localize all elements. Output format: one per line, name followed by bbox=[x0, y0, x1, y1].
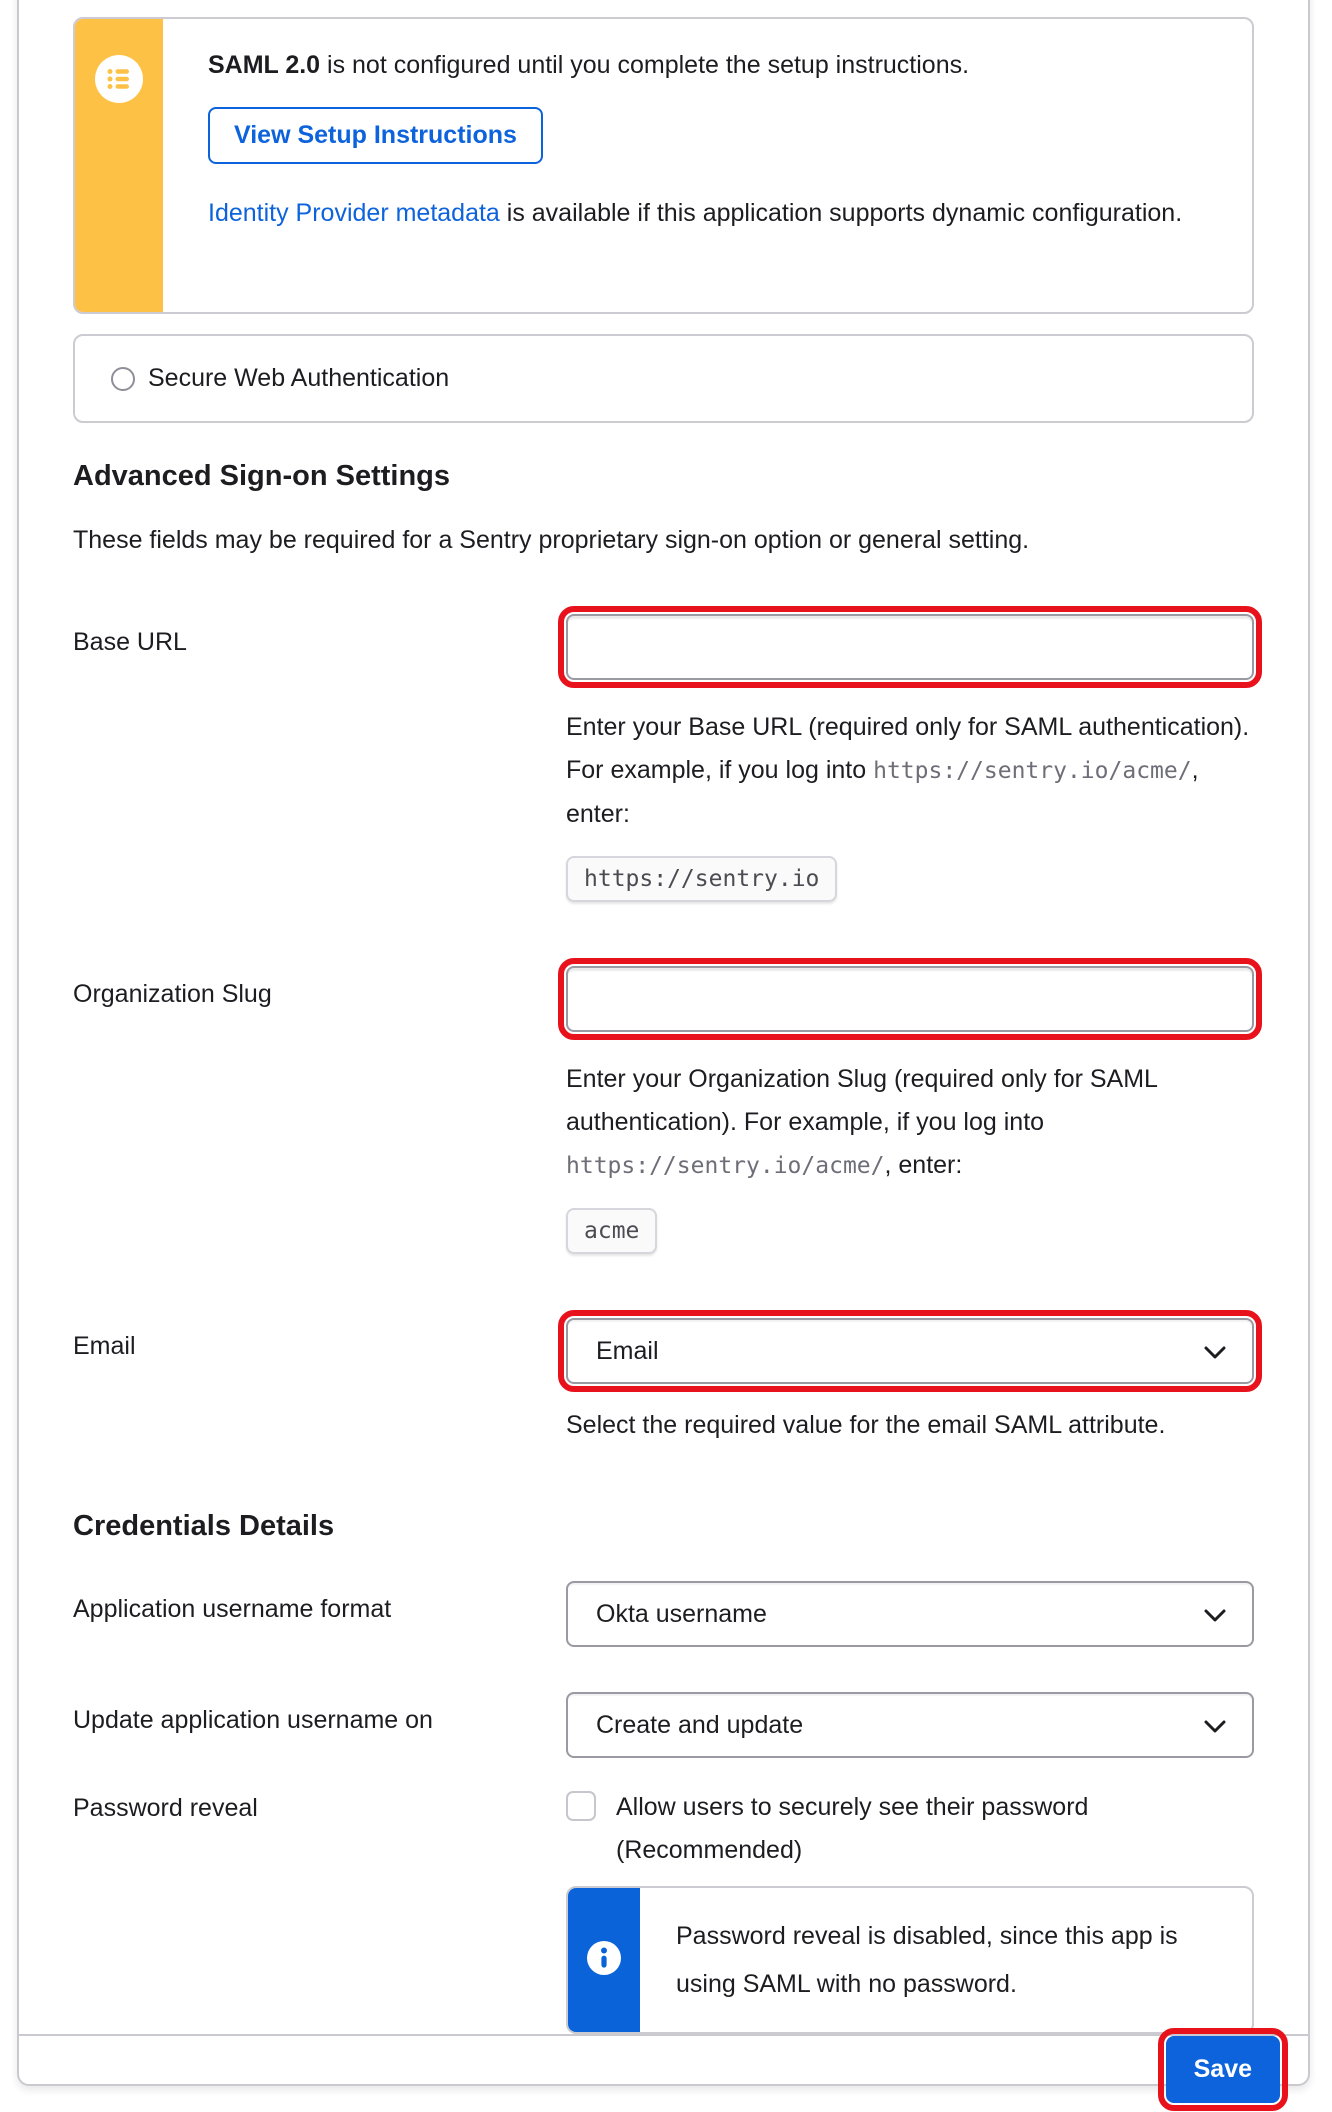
chevron-down-icon bbox=[1204, 1711, 1226, 1740]
email-select[interactable] bbox=[566, 1318, 1254, 1384]
list-icon bbox=[95, 55, 143, 108]
advanced-signon-heading: Advanced Sign-on Settings bbox=[73, 460, 451, 492]
password-reveal-row bbox=[73, 1780, 1254, 2034]
metadata-paragraph bbox=[208, 190, 1182, 236]
base-url-input[interactable] bbox=[566, 614, 1254, 680]
settings-panel bbox=[17, 0, 1310, 2086]
base-url-control bbox=[566, 614, 1254, 902]
update-application-username-value: Create and update bbox=[596, 1710, 804, 1739]
base-url-help-post: , enter: bbox=[566, 756, 1199, 828]
base-url-help-code: https://sentry.io/acme/ bbox=[873, 758, 1192, 784]
update-application-username-select[interactable] bbox=[566, 1692, 1254, 1758]
info-message: Password reveal is disabled, since this app is using SAML with no password. bbox=[676, 1922, 1178, 1998]
application-username-format-row bbox=[73, 1581, 1254, 1647]
password-reveal-label: Password reveal bbox=[73, 1794, 258, 1822]
organization-slug-help-pre: Enter your Organization Slug (required only for SAML authentication). For example, if you log into bbox=[566, 1065, 1158, 1136]
view-setup-instructions-button[interactable]: View Setup Instructions bbox=[208, 107, 543, 164]
password-reveal-checkbox[interactable] bbox=[566, 1791, 596, 1821]
chevron-down-icon bbox=[1204, 1600, 1226, 1629]
email-control bbox=[566, 1318, 1254, 1447]
organization-slug-control bbox=[566, 966, 1254, 1254]
saml-warning-callout bbox=[73, 17, 1254, 314]
password-reveal-control bbox=[566, 1780, 1254, 2034]
swa-option-box[interactable] bbox=[73, 334, 1254, 423]
swa-option-label: Secure Web Authentication bbox=[148, 364, 450, 392]
settings-panel-body bbox=[19, 0, 1308, 2034]
update-application-username-label: Update application username on bbox=[73, 1706, 433, 1734]
warning-accent-bar bbox=[75, 19, 163, 312]
metadata-paragraph-rest: is available if this application supports dynamic configuration. bbox=[499, 199, 1183, 227]
email-row bbox=[73, 1318, 1254, 1447]
base-url-example-chip: https://sentry.io bbox=[566, 856, 837, 902]
organization-slug-input[interactable] bbox=[566, 966, 1254, 1032]
warning-title-strong: SAML 2.0 bbox=[208, 51, 321, 79]
warning-title-rest: is not configured until you complete the setup instructions. bbox=[320, 51, 970, 79]
password-reveal-checkbox-label: Allow users to securely see their password (Recommended) bbox=[616, 1793, 1089, 1864]
info-icon bbox=[587, 1941, 621, 1980]
email-help: Select the required value for the email SAML attribute. bbox=[566, 1411, 1166, 1439]
info-accent-bar bbox=[568, 1888, 640, 2032]
warning-content bbox=[163, 19, 1222, 312]
organization-slug-example-chip: acme bbox=[566, 1208, 657, 1254]
application-username-format-label: Application username format bbox=[73, 1595, 392, 1623]
application-username-format-control bbox=[566, 1581, 1254, 1647]
email-label: Email bbox=[73, 1332, 136, 1360]
password-reveal-info-callout bbox=[566, 1886, 1254, 2034]
warning-title bbox=[208, 45, 1182, 85]
swa-radio-button[interactable] bbox=[111, 367, 135, 391]
application-username-format-select[interactable] bbox=[566, 1581, 1254, 1647]
chevron-down-icon bbox=[1204, 1337, 1226, 1366]
credentials-details-heading: Credentials Details bbox=[73, 1510, 335, 1542]
base-url-label: Base URL bbox=[73, 628, 187, 656]
organization-slug-help-code: https://sentry.io/acme/ bbox=[566, 1153, 885, 1179]
organization-slug-row bbox=[73, 966, 1254, 1254]
email-select-value: Email bbox=[596, 1336, 659, 1365]
update-application-username-control bbox=[566, 1692, 1254, 1758]
password-reveal-check-row bbox=[566, 1780, 1254, 1872]
update-application-username-row bbox=[73, 1692, 1254, 1758]
base-url-help-pre: Enter your Base URL (required only for SAML authentication). For example, if you log into bbox=[566, 713, 1250, 784]
save-button[interactable]: Save bbox=[1166, 2036, 1280, 2103]
settings-footer bbox=[19, 2034, 1308, 2103]
base-url-row bbox=[73, 614, 1254, 902]
organization-slug-label: Organization Slug bbox=[73, 980, 272, 1008]
base-url-help bbox=[566, 706, 1254, 836]
application-username-format-value: Okta username bbox=[596, 1599, 767, 1628]
organization-slug-help-post: , enter: bbox=[884, 1151, 963, 1179]
advanced-signon-description: These fields may be required for a Sentry proprietary sign-on option or general setting. bbox=[73, 526, 1030, 554]
organization-slug-help bbox=[566, 1058, 1254, 1188]
identity-provider-metadata-link[interactable]: Identity Provider metadata bbox=[208, 199, 500, 227]
